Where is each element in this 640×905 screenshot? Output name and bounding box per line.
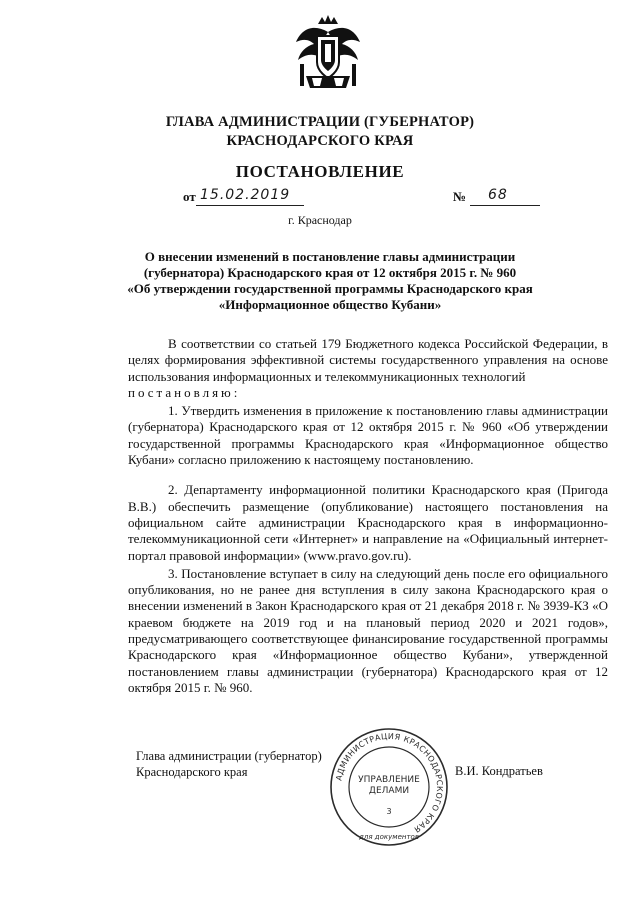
date-value-handwritten: 15.02.2019 — [200, 187, 291, 203]
subject-line-2: (губернатора) Краснодарского края от 12 октября 2015 г. № 960 — [143, 265, 517, 280]
signature-position — [136, 748, 322, 780]
city-label: г. Краснодар — [288, 213, 352, 227]
document-type-title: ПОСТАНОВЛЕНИЕ — [235, 162, 405, 181]
number-label: № — [453, 189, 467, 204]
number-value-handwritten: 68 — [488, 187, 508, 203]
coat-of-arms-emblem — [292, 14, 364, 94]
item-2-paragraph: 2. Департаменту информационной политики Краснодарского края (Пригода В.В.) обеспечить размещение (опубликование) настоящего постановления на официальном сайте администрации Краснодарского края в информационно-телекоммуникационной сети «Интернет» и направление на «Официальный интернет-портал правовой информации» (www.pravo.gov.ru). — [128, 482, 608, 563]
stamp-number: 3 — [386, 807, 392, 816]
decree-word: постановляю: — [128, 384, 241, 400]
intro-paragraph: В соответствии со статьей 179 Бюджетного кодекса Российской Федерации, в целях формирования эффективной системы государственного управления на основе использования информационных и телекоммуникационных технологий — [128, 336, 608, 384]
subject-line-3: «Об утверждении государственной программы Краснодарского края — [127, 281, 533, 296]
item-1-paragraph: 1. Утвердить изменения в приложение к постановлению главы администрации (губернатора) Краснодарского края от 12 октября 2015 г. № 960 «Об утверждении государственной программы Краснодарского края «Информационное общество Кубани» согласно приложению к настоящему постановлению. — [128, 403, 608, 468]
body-text — [128, 336, 608, 696]
stamp-center-line-2: ДЕЛАМИ — [368, 786, 410, 796]
stamp-ring-text: АДМИНИСТРАЦИЯ КРАСНОДАРСКОГО КРАЯ — [334, 731, 445, 835]
stamp-center-line-1: УПРАВЛЕНИЕ — [358, 775, 420, 785]
official-stamp — [328, 726, 450, 848]
signature-name: В.И. Кондратьев — [455, 764, 543, 778]
signature-position-line-1: Глава администрации (губернатор) — [136, 749, 322, 763]
signature-position-line-2: Краснодарского края — [136, 765, 248, 779]
subject-line-4: «Информационное общество Кубани» — [218, 297, 442, 312]
header-line-1: ГЛАВА АДМИНИСТРАЦИИ (ГУБЕРНАТОР) — [165, 114, 475, 130]
subject-line-1: О внесении изменений в постановление главы администрации — [144, 249, 516, 264]
date-label: от — [183, 189, 196, 204]
subject-block — [120, 249, 540, 313]
header-line-2: КРАСНОДАРСКОГО КРАЯ — [226, 133, 414, 149]
item-3-paragraph: 3. Постановление вступает в силу на следующий день после его официального опубликования, но не ранее дня вступления в силу закона Краснодарского края о внесении изменений в Закон Краснодарского края от 21 декабря 2018 г. № 3939-КЗ «О краевом бюджете на 2019 год и на плановый период 2020 и 2021 годов», предусматривающего соответствующее финансирование государственной программы Краснодарского края «Информационное общество Кубани», утвержденной постановлением главы администрации (губернатора) Краснодарского края от 12 октября 2015 г. № 960. — [128, 565, 608, 695]
stamp-bottom-text: для документов — [359, 833, 419, 841]
